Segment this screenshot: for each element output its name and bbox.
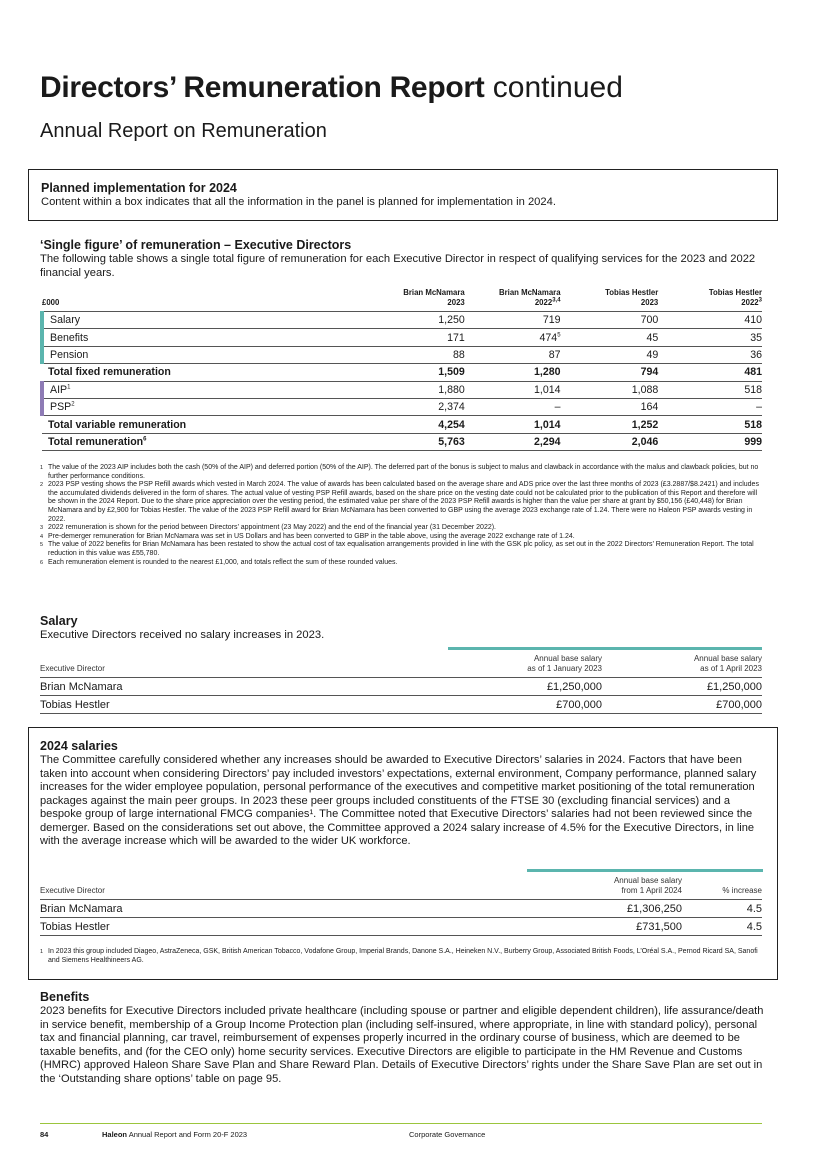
salary-table-wrap xyxy=(40,654,762,714)
footnote: 4 Pre-demerger remuneration for Brian McNamara was set in US Dollars and has been converted to GBP in the table above, using the average 2022 exchange rate of 1.24. xyxy=(40,532,575,540)
table-row: Tobias Hestler £731,500 4.5 xyxy=(40,918,762,936)
title-bold: Directors’ Remuneration Report xyxy=(40,71,485,104)
salaries-2024-heading: 2024 salaries xyxy=(40,739,118,753)
planned-text: Content within a box indicates that all the information in the panel is planned for implementation in 2024. xyxy=(41,196,556,208)
salaries-2024-section xyxy=(40,739,766,849)
salaries-2024-table xyxy=(40,876,762,936)
title-continued: continued xyxy=(492,71,623,104)
s24-col-director: Executive Director xyxy=(40,886,105,895)
planned-implementation-box xyxy=(28,169,778,221)
footer-rule xyxy=(40,1123,762,1124)
salary-col-apr: Annual base salary as of 1 April 2023 xyxy=(693,654,762,673)
salary-text: Executive Directors received no salary increases in 2023. xyxy=(40,629,325,641)
table-row: Pension 88 87 49 36 xyxy=(42,346,762,363)
salary-section xyxy=(40,614,762,643)
col-header-th-2022: Tobias Hestler 2022$^3$ xyxy=(708,288,762,307)
footer-section: Corporate Governance xyxy=(409,1130,486,1139)
page-subtitle: Annual Report on Remuneration xyxy=(40,120,327,142)
salary-table xyxy=(40,654,762,714)
table-row: Tobias Hestler £700,000 £700,000 xyxy=(40,696,762,714)
table-row: Salary 1,250 719 700 410 xyxy=(42,312,762,329)
footnote: 5 The value of 2022 benefits for Brian McNamara has been restated to show the actual cost of tax equalisation arrangements provided in line with the GSK plc policy, as set out in the 2022 Directors’ Remuneration Report. The total reduction in this value was £55,780. xyxy=(40,541,754,557)
footer-report: Annual Report and Form 20-F 2023 xyxy=(128,1130,248,1139)
table-row: Benefits 171 $474^5$ 45 35 xyxy=(42,329,762,346)
footnote: 2 2023 PSP vesting shows the PSP Refill awards which vested in March 2024. The value of awards has been calculated based on the average share and ADS price over the last three months of 2023 (£3.2887/$8.2421) and includes the accumulated dividends delivered in the form of shares. The actual value of vesting PSP Refill awards, based on the share price on the vesting date could not be calculated prior to the publication of this Report and therefore will be shown in the 2024 Report. Due to the share price appreciation over the vesting period, the estimated value per share of the 2023 PSP Refill awards is higher than the value per share at grant by $50,156 (£40,448) for Brian McNamara and by £2,900 for Tobias Hestler. The value of the 2023 PSP Refill award for Brian McNamara has been converted to GBP using the average 2023 exchange rate of 1.24. There were no Haleon PSP awards vesting in 2022. xyxy=(40,481,759,523)
table-row-grand-total: Total remuneration$^6$ 5,763 2,294 2,046 999 xyxy=(42,433,762,450)
table-row: PSP$^2$ 2,374 – 164 – xyxy=(42,398,762,415)
col-header-bm-2023: Brian McNamara 2023 xyxy=(403,288,465,307)
table-row: Brian McNamara £1,250,000 £1,250,000 xyxy=(40,678,762,696)
single-figure-intro: The following table shows a single total figure of remuneration for each Executive Director in respect of qualifying services for the 2023 and 2022 financial years. xyxy=(40,253,756,279)
single-figure-section xyxy=(40,238,762,280)
table-row-total: Total fixed remuneration 1,509 1,280 794 481 xyxy=(42,364,762,381)
salary-col-director: Executive Director xyxy=(40,664,105,673)
footer-brand: Haleon xyxy=(102,1130,128,1139)
single-figure-table xyxy=(40,288,762,451)
unit-header: £000 xyxy=(42,298,60,307)
footer xyxy=(40,1130,247,1140)
single-figure-table-wrap xyxy=(40,288,762,451)
table-row: Brian McNamara £1,306,250 4.5 xyxy=(40,900,762,918)
single-figure-heading: ‘Single figure’ of remuneration – Executive Directors xyxy=(40,238,352,252)
footnote: 6 Each remuneration element is rounded to the nearest £1,000, and totals reflect the sum of these rounded values. xyxy=(40,558,398,566)
s24-col-increase: % increase xyxy=(722,886,762,895)
col-header-th-2023: Tobias Hestler 2023 xyxy=(605,288,659,307)
benefits-text: 2023 benefits for Executive Directors included private healthcare (including spouse or partner and eligible dependent children), life assurance/death in service benefit, membership of a Group Income Protection plan (including self-insured, where appropriate, in line with standard policy), personal tax and financial planning, car travel, reimbursement of expenses properly incurred in the ordinary course of business, which are deemed to be taxable benefits, and (for the CEO only) home security services. Executive Directors are eligible to participate in the HM Revenue and Customs (HMRC) approved Haleon Share Save Plan and Share Reward Plan. Details of Executive Directors’ rights under the Share Save Plan are set out in the ‘Outstanding share options’ table on page 95. xyxy=(40,1005,764,1085)
col-header-bm-2022: Brian McNamara 2022$^{3,4}$ xyxy=(499,288,561,307)
salary-heading: Salary xyxy=(40,614,78,628)
salaries-2024-footnote: 1 In 2023 this group included Diageo, AstraZeneca, GSK, British American Tobacco, Vodafone Group, Imperial Brands, Danone S.A., Heineken N.V., Burberry Group, Associated British Foods, L’Oréal S.A., Pernod Ricard SA, Sanofi and Siemens Healthineers AG. xyxy=(40,948,758,964)
salary-col-jan: Annual base salary as of 1 January 2023 xyxy=(527,654,602,673)
benefits-heading: Benefits xyxy=(40,990,90,1004)
salaries-2024-text: The Committee carefully considered whether any increases should be awarded to Executive Directors’ salaries in 2024. Factors that have been taken into account when considering Directors’ pay included investors’ expectations, external environment, Company performance, planned salary increases for the wider employee population, personal performance of the executives and competitive market positioning of the total remuneration packages against the main peer groups. In 2023 these peer groups included constituents of the FTSE 30 (excluding financial services) and a bespoke group of large international FMCG companies¹. The Committee noted that Executive Directors’ salaries had not been reviewed since the demerger. Based on the considerations set out above, the Committee approved a 2024 salary increase of 4.5% for the Executive Directors, in line with the average increase which will be awarded to the wider UK workforce. xyxy=(40,754,757,847)
single-figure-footnotes xyxy=(40,464,762,567)
table-row-total: Total variable remuneration 4,254 1,014 1,252 518 xyxy=(42,416,762,433)
s24-col-salary: Annual base salary from 1 April 2024 xyxy=(613,876,682,895)
footnote: 1 The value of the 2023 AIP includes both the cash (50% of the AIP) and deferred portion (50% of the AIP). The deferred part of the bonus is subject to malus and clawback in accordance with the malus and clawback policies, but no further performance conditions. xyxy=(40,464,759,480)
page-title xyxy=(40,70,623,106)
benefits-section xyxy=(40,990,766,1086)
page-number: 84 xyxy=(40,1130,49,1139)
salaries-2024-table-accent xyxy=(527,869,763,872)
footnote: 3 2022 remuneration is shown for the period between Directors’ appointment (23 May 2022) and the end of the financial year (31 December 2022). xyxy=(40,524,496,532)
table-row: AIP$^1$ 1,880 1,014 1,088 518 xyxy=(42,381,762,398)
salary-table-accent xyxy=(448,647,762,650)
salaries-2024-table-wrap xyxy=(40,876,762,936)
planned-heading: Planned implementation for 2024 xyxy=(41,181,237,195)
